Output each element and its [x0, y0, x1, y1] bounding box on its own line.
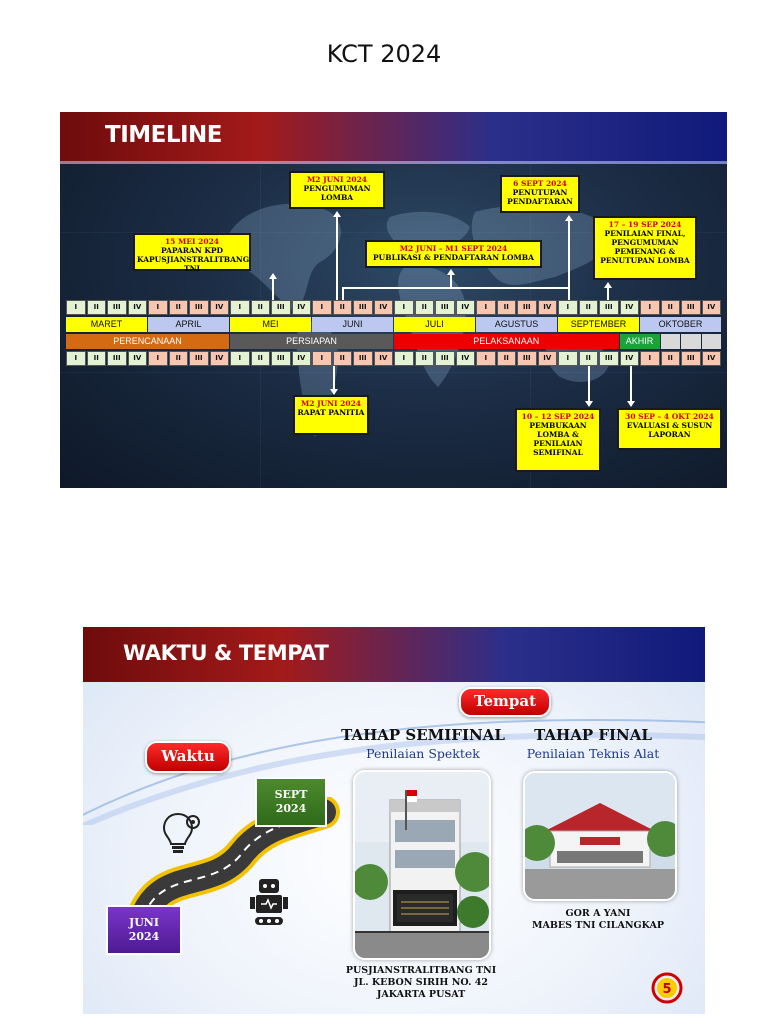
callout-penilaian-final: 17 – 19 SEP 2024 PENILAIAN FINAL, PENGUMUMAN PEMENANG & PENUTUPAN LOMBA	[593, 216, 697, 280]
callout-paparan: 15 MEI 2024 PAPARAN KPD KAPUSJIANSTRALITBANG TNI	[133, 233, 251, 271]
week-bottom-cell: IV	[702, 351, 722, 366]
lightbulb-gear-icon	[161, 810, 203, 856]
week-bottom-cell: III	[517, 351, 537, 366]
phase-row	[66, 334, 722, 349]
week-bottom-cell: III	[189, 351, 209, 366]
week-top-cell: II	[87, 300, 107, 315]
week-bottom-cell: II	[661, 351, 681, 366]
month-cell: MEI	[230, 317, 311, 332]
week-top-cell: IV	[128, 300, 148, 315]
week-bottom-cell: I	[66, 351, 86, 366]
week-top-cell: I	[476, 300, 496, 315]
waktu-label: Waktu	[145, 741, 231, 773]
week-top-cell: III	[271, 300, 291, 315]
week-top-cell: I	[640, 300, 660, 315]
week-top-cell: I	[66, 300, 86, 315]
svg-text:5: 5	[662, 982, 672, 997]
callout-pengumuman: M2 JUNI 2024 PENGUMUMAN LOMBA	[289, 171, 385, 209]
semifinal-subtitle: Penilaian Spektek	[366, 746, 480, 761]
week-top-cell: III	[189, 300, 209, 315]
week-bottom-cell: III	[353, 351, 373, 366]
semifinal-title: TAHAP SEMIFINAL	[341, 726, 505, 744]
week-bottom-cell: II	[169, 351, 189, 366]
week-row-top	[66, 300, 722, 315]
final-subtitle: Penilaian Teknis Alat	[526, 746, 660, 761]
week-bottom-cell: II	[415, 351, 435, 366]
robot-icon	[249, 875, 289, 927]
month-cell: SEPTEMBER	[558, 317, 639, 332]
start-date-box: JUNI 2024	[106, 905, 182, 955]
end-date-box: SEPT 2024	[255, 777, 327, 827]
week-top-cell: I	[148, 300, 168, 315]
week-bottom-cell: III	[599, 351, 619, 366]
week-bottom-cell: II	[497, 351, 517, 366]
week-top-cell: II	[415, 300, 435, 315]
week-row-bottom	[66, 351, 722, 366]
week-bottom-cell: II	[87, 351, 107, 366]
slide-title: WAKTU & TEMPAT	[123, 641, 329, 665]
page-number-badge	[651, 972, 683, 1004]
week-top-cell: IV	[456, 300, 476, 315]
month-cell: OKTOBER	[640, 317, 721, 332]
week-top-cell: I	[558, 300, 578, 315]
month-cell: JULI	[394, 317, 475, 332]
week-top-cell: IV	[292, 300, 312, 315]
week-top-cell: I	[230, 300, 250, 315]
week-top-cell: II	[333, 300, 353, 315]
week-bottom-cell: I	[394, 351, 414, 366]
month-cell: MARET	[66, 317, 147, 332]
month-row	[66, 317, 722, 332]
week-bottom-cell: IV	[292, 351, 312, 366]
week-bottom-cell: II	[251, 351, 271, 366]
callout-pembukaan-semifinal: 10 – 12 SEP 2024 PEMBUKAAN LOMBA & PENILAIAN SEMIFINAL	[515, 408, 601, 472]
slide-header-bar	[83, 627, 705, 682]
month-cell: JUNI	[312, 317, 393, 332]
week-bottom-cell: III	[681, 351, 701, 366]
week-bottom-cell: III	[107, 351, 127, 366]
phase-empty-cell	[681, 334, 701, 349]
phase-empty-cell	[702, 334, 722, 349]
week-top-cell: III	[517, 300, 537, 315]
document-title: KCT 2024	[326, 40, 442, 68]
month-cell: AGUSTUS	[476, 317, 557, 332]
week-top-cell: IV	[210, 300, 230, 315]
week-bottom-cell: I	[230, 351, 250, 366]
phase-cell: PERSIAPAN	[230, 334, 393, 349]
week-top-cell: II	[169, 300, 189, 315]
week-top-cell: IV	[538, 300, 558, 315]
week-bottom-cell: IV	[620, 351, 640, 366]
week-bottom-cell: I	[640, 351, 660, 366]
venue-slide	[83, 627, 705, 1014]
final-title: TAHAP FINAL	[534, 726, 652, 744]
week-bottom-cell: II	[579, 351, 599, 366]
week-top-cell: II	[497, 300, 517, 315]
week-bottom-cell: IV	[374, 351, 394, 366]
week-bottom-cell: IV	[210, 351, 230, 366]
week-bottom-cell: IV	[456, 351, 476, 366]
week-top-cell: II	[251, 300, 271, 315]
week-bottom-cell: I	[312, 351, 332, 366]
week-top-cell: I	[312, 300, 332, 315]
semifinal-building-photo	[353, 770, 491, 960]
week-bottom-cell: I	[476, 351, 496, 366]
week-bottom-cell: I	[148, 351, 168, 366]
week-bottom-cell: IV	[128, 351, 148, 366]
week-bottom-cell: I	[558, 351, 578, 366]
phase-cell: AKHIR	[620, 334, 660, 349]
slide-header-bar	[60, 112, 727, 164]
week-top-cell: II	[579, 300, 599, 315]
week-top-cell: IV	[620, 300, 640, 315]
semifinal-address: PUSJIANSTRALITBANG TNI JL. KEBON SIRIH NO. 42 JAKARTA PUSAT	[345, 965, 497, 1000]
tempat-label: Tempat	[459, 687, 551, 717]
week-top-cell: II	[661, 300, 681, 315]
phase-cell: PELAKSANAAN	[394, 334, 619, 349]
callout-rapat-panitia: M2 JUNI 2024 RAPAT PANITIA	[293, 395, 369, 435]
week-top-cell: IV	[374, 300, 394, 315]
week-top-cell: III	[435, 300, 455, 315]
week-top-cell: I	[394, 300, 414, 315]
phase-empty-cell	[661, 334, 681, 349]
week-bottom-cell: III	[435, 351, 455, 366]
final-building-photo	[523, 771, 677, 901]
month-cell: APRIL	[148, 317, 229, 332]
callout-evaluasi: 30 SEP – 4 OKT 2024 EVALUASI & SUSUN LAPORAN	[617, 408, 722, 450]
week-top-cell: IV	[702, 300, 722, 315]
timeline-slide	[60, 112, 727, 488]
week-bottom-cell: III	[271, 351, 291, 366]
week-top-cell: III	[681, 300, 701, 315]
phase-cell: PERENCANAAN	[66, 334, 229, 349]
week-top-cell: III	[107, 300, 127, 315]
callout-penutupan-pendaftaran: 6 SEPT 2024 PENUTUPAN PENDAFTARAN	[500, 175, 580, 213]
week-top-cell: III	[353, 300, 373, 315]
week-bottom-cell: IV	[538, 351, 558, 366]
final-address: GOR A YANI MABES TNI CILANGKAP	[531, 908, 665, 931]
slide-title: TIMELINE	[105, 122, 223, 148]
callout-publikasi: M2 JUNI – M1 SEPT 2024 PUBLIKASI & PENDAFTARAN LOMBA	[365, 240, 542, 268]
week-bottom-cell: II	[333, 351, 353, 366]
week-top-cell: III	[599, 300, 619, 315]
